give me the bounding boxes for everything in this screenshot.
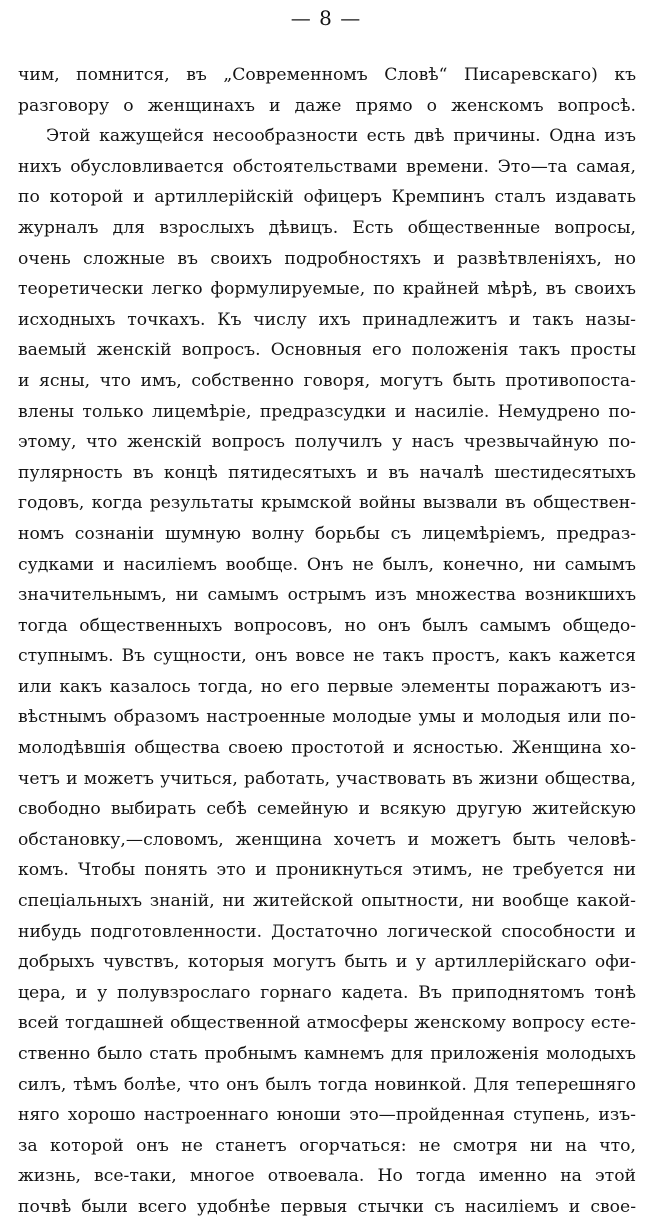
text-line: годовъ, когда результаты крымской войны вызвали въ обществен- <box>18 493 636 514</box>
text-line: нихъ обусловливается обстоятельствами времени. Это—та самая, <box>18 156 636 177</box>
text-line: судками и насиліемъ вообще. Онъ не былъ, конечно, ни самымъ <box>18 554 636 575</box>
text-line: силъ, тѣмъ болѣе, что онъ былъ тогда новинкой. Для теперешняго <box>18 1074 636 1095</box>
text-line: всей тогдашней общественной атмосферы женскому вопросу есте- <box>18 1013 636 1034</box>
text-line: или какъ казалось тогда, но его первые элементы поражаютъ из- <box>18 676 636 697</box>
text-line: пулярность въ концѣ пятидесятыхъ и въ началѣ шестидесятыхъ <box>18 462 636 483</box>
text-line: вѣстнымъ образомъ настроенные молодые умы и молодыя или по- <box>18 707 636 728</box>
text-line: няго хорошо настроеннаго юноши это—пройденная ступень, изъ- <box>18 1105 636 1126</box>
text-line: и ясны, что имъ, собственно говоря, могутъ быть противопоста- <box>18 370 636 391</box>
text-line: очень сложные въ своихъ подробностяхъ и развѣтвленіяхъ, но <box>18 248 636 269</box>
text-line: ваемый женскій вопросъ. Основныя его положенія такъ просты <box>18 340 636 361</box>
text-line: четъ и можетъ учиться, работать, участвовать въ жизни общества, <box>18 768 636 789</box>
text-line: этому, что женскій вопросъ получилъ у насъ чрезвычайную по- <box>18 432 636 453</box>
text-line: чим, помнится, въ „Современномъ Словѣ“ Писаревскаго) къ <box>18 65 636 85</box>
text-line: исходныхъ точкахъ. Къ числу ихъ принадлежитъ и такъ назы- <box>18 309 636 330</box>
page-number: — 8 — <box>290 6 362 30</box>
text-line: молодѣвшія общества своею простотой и ясностью. Женщина хо- <box>18 738 636 759</box>
text-line: за которой онъ не станетъ огорчаться: не смотря ни на что, <box>18 1135 636 1156</box>
text-line: обстановку,—словомъ, женщина хочетъ и можетъ быть человѣ- <box>18 829 636 850</box>
text-line: теоретически легко формулируемые, по крайней мѣрѣ, въ своихъ <box>18 279 636 300</box>
text-line: номъ сознаніи шумную волну борьбы съ лицемѣріемъ, предраз- <box>18 523 636 544</box>
text-line: тогда общественныхъ вопросовъ, но онъ былъ самымъ общедо- <box>18 615 636 636</box>
text-line: по которой и артиллерійскій офицеръ Кремпинъ сталъ издавать <box>18 187 636 208</box>
text-line: жизнь, все-таки, многое отвоевала. Но тогда именно на этой <box>18 1166 636 1187</box>
text-line: значительнымъ, ни самымъ острымъ изъ множества возникшихъ <box>18 585 636 606</box>
text-line: разговору о женщинахъ и даже прямо о женскомъ вопросѣ. <box>18 95 636 116</box>
body-text <box>18 60 636 1223</box>
text-line: спеціальныхъ знаній, ни житейской опытности, ни вообще какой- <box>18 891 636 912</box>
text-line: ственно было стать пробнымъ камнемъ для приложенія молодыхъ <box>18 1044 636 1064</box>
text-line: журналъ для взрослыхъ дѣвицъ. Есть общественные вопросы, <box>18 217 636 238</box>
text-line: ступнымъ. Въ сущности, онъ вовсе не такъ простъ, какъ кажется <box>18 646 636 667</box>
text-line: добрыхъ чувствъ, которыя могутъ быть и у артиллерійскаго офи- <box>18 952 636 973</box>
text-line: влены только лицемѣріе, предразсудки и насиліе. Немудрено по- <box>18 401 636 422</box>
text-line: комъ. Чтобы понять это и проникнуться этимъ, не требуется ни <box>18 860 636 881</box>
text-line: нибудь подготовленности. Достаточно логической способности и <box>18 921 636 942</box>
text-line: цера, и у полувзрослаго горнаго кадета. Въ приподнятомъ тонѣ <box>18 982 636 1003</box>
paragraph-start-line: Этой кажущейся несообразности есть двѣ причины. Одна изъ <box>46 126 636 147</box>
text-line: почвѣ были всего удобнѣе первыя стычки съ насиліемъ и свое- <box>18 1196 636 1217</box>
text-line: свободно выбирать себѣ семейную и всякую другую житейскую <box>18 799 636 820</box>
